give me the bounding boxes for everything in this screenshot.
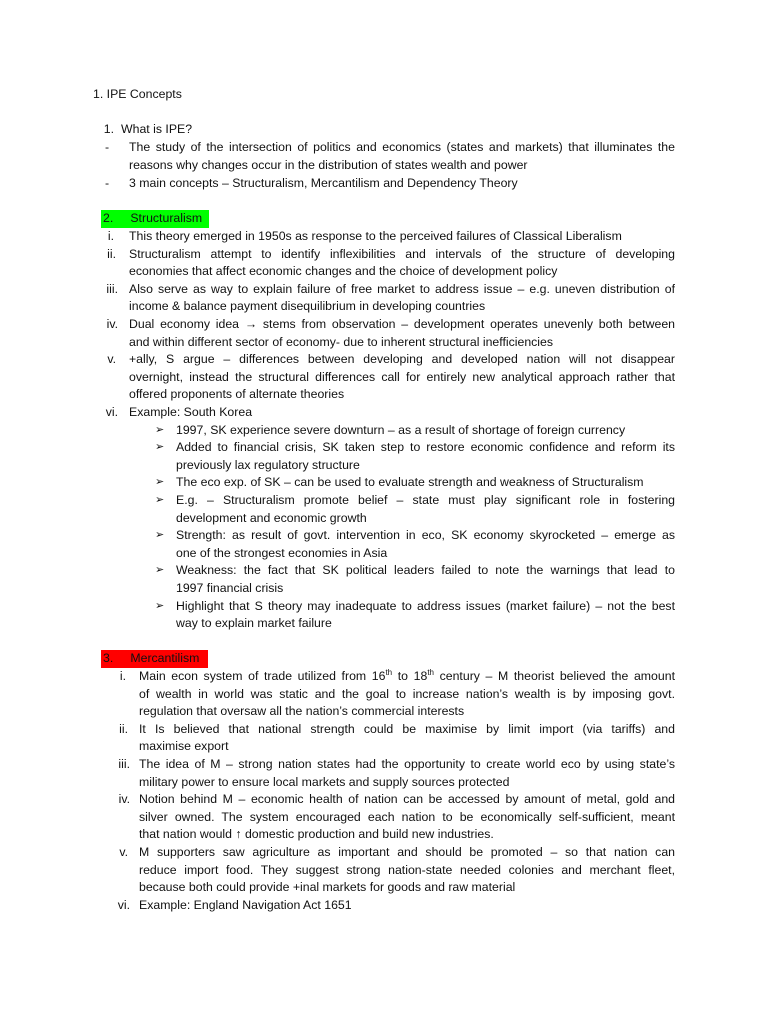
example-point: Added to financial crisis, SK taken step to restore economic confidence and reform its (176, 440, 675, 455)
document-title: 1. IPE Concepts (93, 87, 182, 101)
arrow-bullet-icon: ➢ (155, 564, 165, 577)
item-number: i. (119, 669, 126, 683)
item-text: +ally, S argue – differences between developing and developed nation will not disappear (129, 352, 675, 367)
bullet-text: The study of the intersection of politics and economics (states and markets) that illuminates the (129, 140, 675, 154)
arrow-bullet-icon: ➢ (155, 599, 165, 612)
item-text: This theory emerged in 1950s as response to the perceived failures of Classical Liberalism (129, 229, 622, 243)
item-text: overnight, instead the structural differences call for entirely new analytical approach rather that (129, 369, 675, 384)
section-heading-mercantilism (101, 650, 208, 668)
item-text: of wealth in world was static and the goal to increase nation’s wealth is by imposing govt. (139, 686, 675, 701)
example-point: one of the strongest economies in Asia (176, 545, 388, 560)
item-text: that nation would ↑ domestic production and build new industries. (139, 827, 494, 842)
example-point: way to explain market failure (176, 616, 332, 631)
item-text: income & balance payment disequilibrium in developing countries (129, 299, 486, 314)
item-text: M supporters saw agriculture as important and should be promoted – so that nation can (139, 845, 675, 859)
item-text: Dual economy idea → stems from observation – development operates unevenly both between (129, 317, 675, 331)
example-point: E.g. – Structuralism promote belief – state must play significant role in fostering (176, 493, 675, 507)
item-text: Structuralism attempt to identify inflexibilities and intervals of the structure of developing (129, 246, 675, 261)
arrow-bullet-icon: ➢ (155, 476, 165, 489)
item-text: Example: South Korea (129, 405, 253, 419)
arrow-bullet-icon: ➢ (155, 529, 165, 542)
item-number: iii. (106, 281, 118, 296)
item-number: ii. (119, 721, 128, 736)
item-text: offered proponents of alternate theories (129, 387, 345, 402)
bullet-text: reasons why changes occur in the distribution of states wealth and power (129, 157, 528, 172)
item-text: silver owned. The system encouraged each nation to be economically self-sufficient, meant (139, 809, 675, 824)
section-heading-structuralism (101, 210, 209, 228)
item-text: Example: England Navigation Act 1651 (139, 897, 352, 912)
arrow-bullet-icon: ➢ (155, 441, 165, 454)
section-title: Structuralism (130, 211, 203, 225)
example-point: development and economic growth (176, 510, 367, 525)
section-heading-what-is-ipe: What is IPE? (121, 122, 193, 136)
item-number: iii. (118, 757, 130, 771)
item-text: maximise export (139, 739, 229, 754)
section-number: 2. (103, 211, 114, 225)
item-text: The idea of M – strong nation states had the opportunity to create world eco by using state’s (139, 757, 675, 771)
item-text: and within different sector of economy- due to inherent structural inefficiencies (129, 334, 554, 349)
item-number: i. (107, 229, 114, 243)
section-title: Mercantilism (130, 651, 200, 666)
item-text: Notion behind M – economic health of nation can be accessed by amount of metal, gold and (139, 792, 675, 807)
bullet-text: 3 main concepts – Structuralism, Mercantilism and Dependency Theory (129, 176, 518, 190)
example-point: 1997 financial crisis (176, 581, 284, 595)
example-point: previously lax regulatory structure (176, 457, 360, 472)
item-number: v. (107, 352, 116, 367)
item-text: military power to ensure local markets and supply sources protected (139, 774, 510, 789)
arrow-bullet-icon: ➢ (155, 423, 165, 436)
dash-bullet-icon: - (105, 176, 110, 190)
example-point: Weakness: the fact that SK political leaders failed to note the warnings that lead to (176, 563, 675, 578)
item-number: vi. (105, 405, 118, 419)
item-text: Also serve as way to explain failure of free market to address issue – e.g. uneven distribution of (129, 281, 675, 296)
dash-bullet-icon: - (105, 140, 110, 154)
section-number: 1. (103, 122, 114, 136)
item-text: because both could provide +inal markets for goods and raw material (139, 880, 516, 895)
section-number: 3. (103, 651, 114, 666)
item-number: iv. (106, 317, 118, 331)
example-point: 1997, SK experience severe downturn – as a result of shortage of foreign currency (176, 422, 626, 437)
example-point: Highlight that S theory may inadequate to address issues (market failure) – not the best (176, 598, 675, 613)
arrow-bullet-icon: ➢ (155, 494, 165, 506)
item-text: It Is believed that national strength could be maximise by limit import (via tariffs) and (139, 721, 675, 736)
item-text: Main econ system of trade utilized from 16th to 18th century – M theorist believed the amount (139, 668, 675, 683)
item-text: regulation that oversaw all the nation’s commercial interests (139, 704, 465, 719)
item-number: v. (119, 845, 128, 859)
item-number: vi. (117, 897, 130, 912)
item-text: reduce import food. They suggest strong nation-state needed colonies and merchant fleet, (139, 862, 675, 877)
item-number: iv. (118, 792, 130, 807)
example-point: Strength: as result of govt. intervention in eco, SK economy skyrocketed – emerge as (176, 528, 675, 543)
item-number: ii. (107, 246, 116, 261)
example-point: The eco exp. of SK – can be used to evaluate strength and weakness of Structuralism (176, 475, 644, 490)
item-text: economies that affect economic changes and the choice of development policy (129, 264, 558, 279)
